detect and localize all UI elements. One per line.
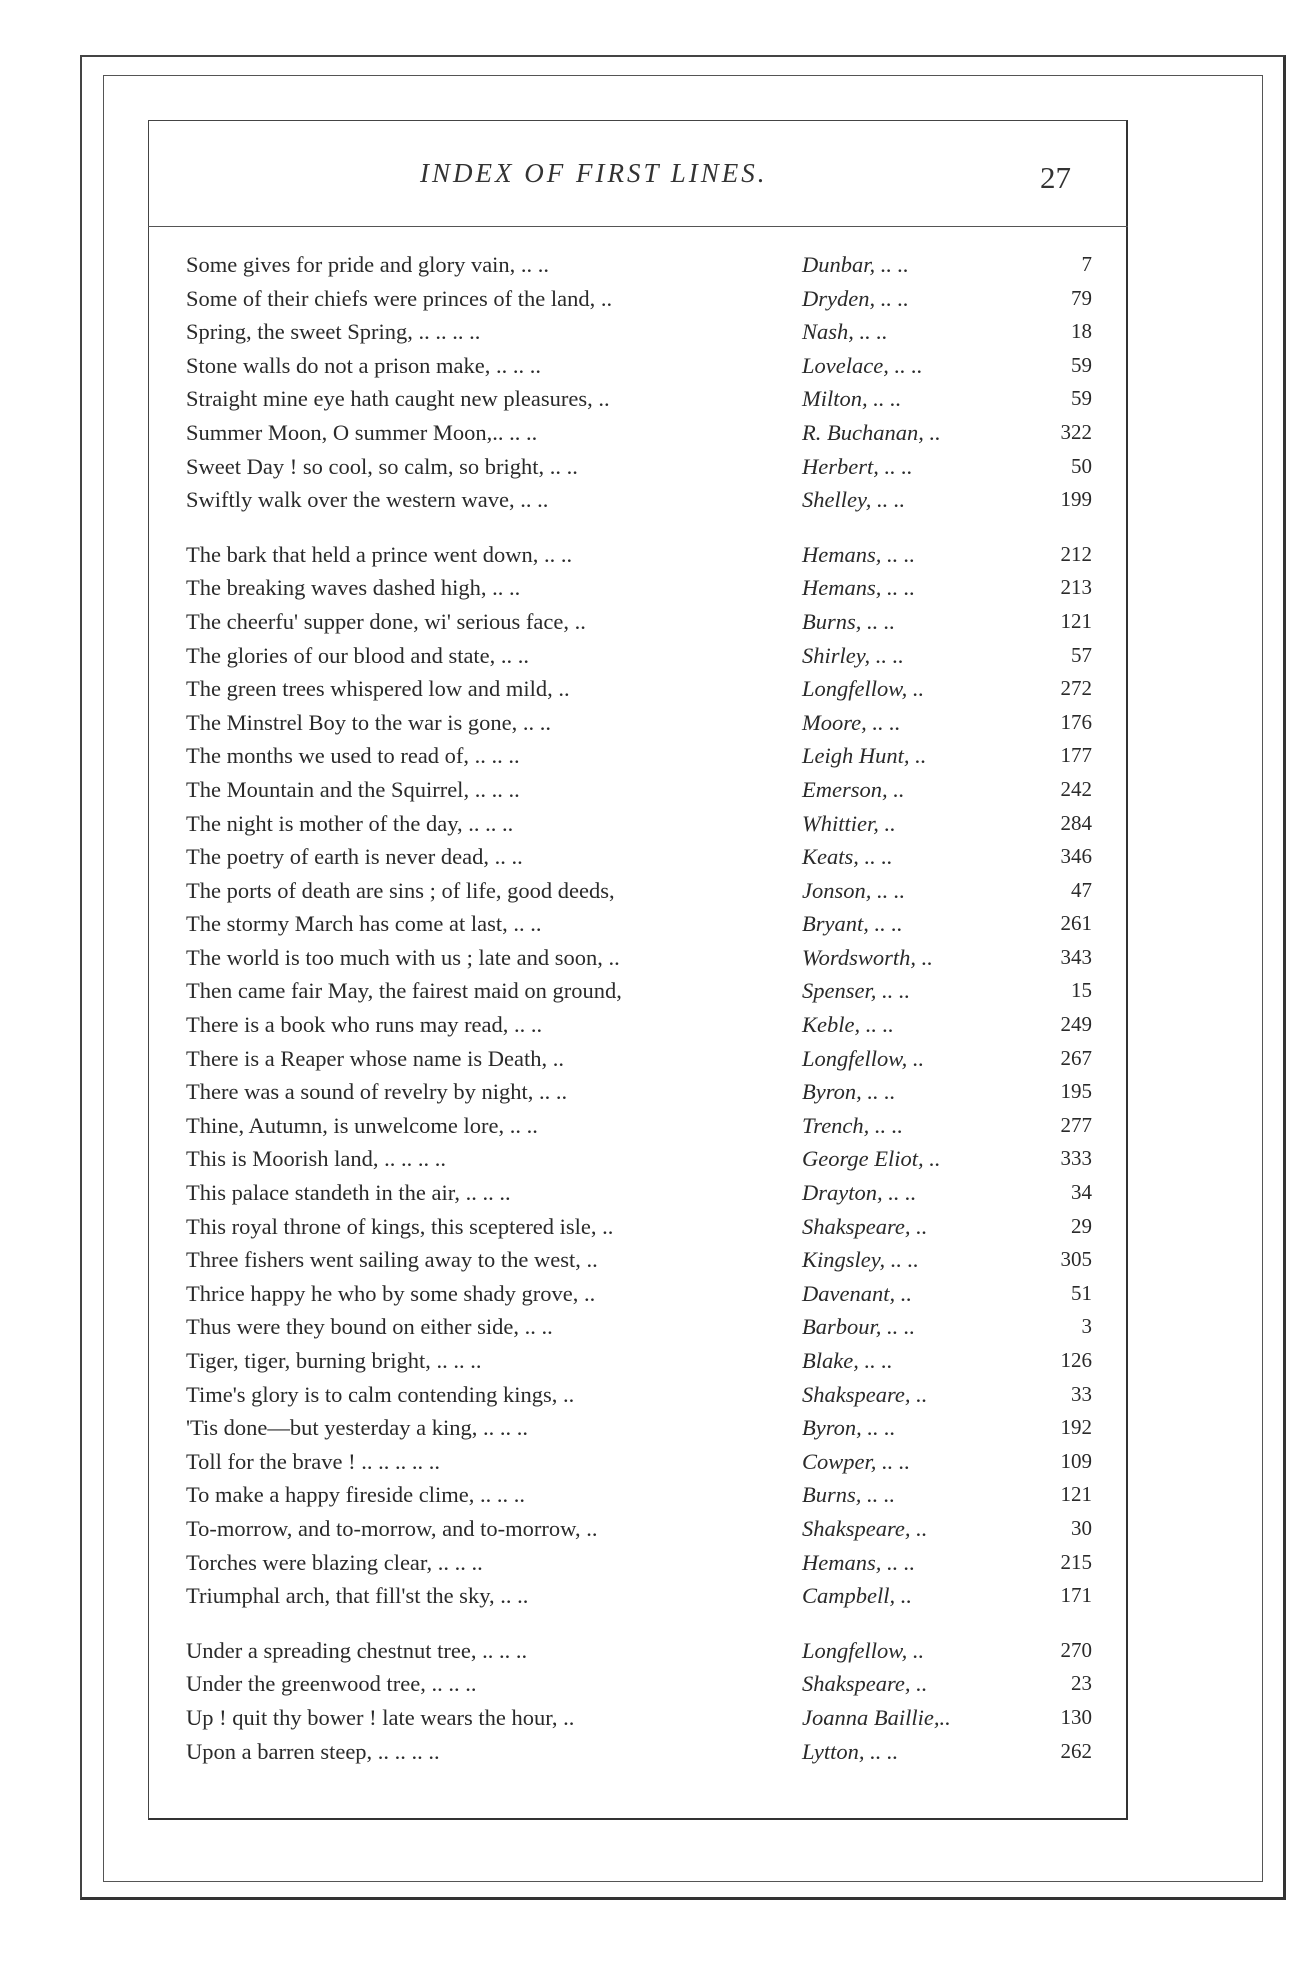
page-reference: 15	[1071, 978, 1092, 1003]
index-entry	[186, 840, 1092, 874]
index-entry	[186, 1243, 1092, 1277]
index-entry	[186, 349, 1092, 383]
page-reference: 18	[1071, 319, 1092, 344]
page-reference: 121	[1060, 608, 1092, 633]
page-reference: 267	[1060, 1045, 1092, 1070]
index-entry	[186, 1378, 1092, 1412]
page-reference: 7	[1081, 252, 1092, 276]
index-entry	[186, 1344, 1092, 1378]
first-line-text: Thus were they bound on either side, .. ..	[186, 1314, 553, 1340]
author-name: Keble, .. ..	[802, 1012, 894, 1038]
first-line-text: 'Tis done—but yesterday a king, .. .. ..	[186, 1415, 528, 1441]
first-line-text: The world is too much with us ; late and soon, ..	[186, 944, 620, 970]
index-entry	[186, 706, 1092, 740]
page-reference: 343	[1060, 944, 1092, 969]
author-name: Shakspeare, ..	[802, 1381, 928, 1407]
first-line-text: The glories of our blood and state, .. ..	[186, 642, 530, 668]
author-name: Whittier, ..	[802, 810, 896, 836]
author-name: Byron, .. ..	[802, 1079, 896, 1105]
author-name: Davenant, ..	[802, 1280, 912, 1306]
page-reference: 199	[1060, 487, 1092, 512]
first-line-text: Upon a barren steep, .. .. .. ..	[186, 1738, 440, 1764]
author-name: Kingsley, .. ..	[802, 1247, 919, 1273]
author-name: Shakspeare, ..	[802, 1671, 928, 1697]
author-name: Burns, .. ..	[802, 608, 896, 634]
index-entry	[186, 605, 1092, 639]
author-name: Blake, .. ..	[802, 1348, 893, 1373]
index-entry	[186, 1176, 1092, 1210]
first-line-text: Thine, Autumn, is unwelcome lore, .. ..	[186, 1112, 538, 1138]
page-reference: 212	[1060, 541, 1092, 566]
first-line-text: Up ! quit thy bower ! late wears the hour, ..	[186, 1704, 575, 1730]
first-line-text: The night is mother of the day, .. .. ..	[186, 810, 514, 836]
header-divider	[148, 226, 1128, 227]
first-line-text: To make a happy fireside clime, .. .. ..	[186, 1482, 525, 1508]
author-name: Byron, .. ..	[802, 1415, 896, 1441]
page-reference: 79	[1071, 285, 1092, 310]
author-name: Barbour, .. ..	[802, 1314, 916, 1340]
page-reference: 59	[1071, 386, 1092, 411]
page-reference: 270	[1060, 1637, 1092, 1662]
index-entry	[186, 315, 1092, 349]
page-reference: 47	[1071, 877, 1092, 902]
author-name: Shakspeare, ..	[802, 1213, 928, 1239]
author-name: Jonson, .. ..	[802, 877, 906, 903]
index-entry	[186, 1512, 1092, 1546]
first-line-text: The stormy March has come at last, .. ..	[186, 911, 542, 937]
first-line-text: This royal throne of kings, this sceptered isle, ..	[186, 1213, 614, 1239]
author-name: Dryden, .. ..	[802, 285, 909, 311]
index-entry	[186, 1579, 1092, 1613]
page-reference: 29	[1071, 1213, 1092, 1238]
page-reference: 305	[1060, 1247, 1092, 1272]
first-line-text: The breaking waves dashed high, .. ..	[186, 575, 521, 601]
page-title: INDEX OF FIRST LINES.	[420, 158, 768, 188]
index-entry	[186, 1109, 1092, 1143]
page-reference: 242	[1060, 776, 1092, 801]
first-line-text: Tiger, tiger, burning bright, .. .. ..	[186, 1348, 482, 1373]
index-entry	[186, 483, 1092, 517]
index-entry	[186, 739, 1092, 773]
author-name: Shirley, .. ..	[802, 642, 904, 668]
author-name: George Eliot, ..	[802, 1146, 941, 1172]
author-name: Spenser, .. ..	[802, 978, 911, 1004]
index-entry	[186, 1478, 1092, 1512]
section-spacer	[186, 1613, 1092, 1634]
first-line-text: The ports of death are sins ; of life, good deeds,	[186, 877, 615, 903]
page-reference: 33	[1071, 1381, 1092, 1406]
page-reference: 261	[1060, 911, 1092, 936]
first-line-text: There was a sound of revelry by night, .. ..	[186, 1079, 568, 1105]
first-line-text: Under the greenwood tree, .. .. ..	[186, 1671, 477, 1697]
page-reference: 249	[1060, 1012, 1092, 1037]
first-line-text: This palace standeth in the air, .. .. ..	[186, 1180, 511, 1206]
page-reference: 177	[1060, 743, 1092, 768]
author-name: Dunbar, .. ..	[802, 252, 909, 277]
author-name: Nash, .. ..	[802, 319, 888, 345]
page-reference: 176	[1060, 709, 1092, 734]
first-line-text: The bark that held a prince went down, .. ..	[186, 541, 573, 567]
index-entry	[186, 874, 1092, 908]
first-line-text: The cheerfu' supper done, wi' serious face, ..	[186, 608, 586, 634]
first-line-text: There is a Reaper whose name is Death, ..	[186, 1045, 564, 1071]
index-entry	[186, 1310, 1092, 1344]
index-entry	[186, 1142, 1092, 1176]
first-line-text: Thrice happy he who by some shady grove, ..	[186, 1280, 596, 1306]
index-entry	[186, 1277, 1092, 1311]
page-reference: 130	[1060, 1704, 1092, 1729]
first-line-text: The green trees whispered low and mild, ..	[186, 676, 570, 702]
page-reference: 346	[1060, 844, 1092, 869]
index-list	[186, 248, 1092, 1768]
page-reference: 272	[1060, 676, 1092, 701]
page-reference: 51	[1071, 1280, 1092, 1305]
page-reference: 59	[1071, 352, 1092, 377]
author-name: Longfellow, ..	[802, 676, 925, 702]
page-reference: 277	[1060, 1112, 1092, 1137]
page-reference: 322	[1060, 419, 1092, 444]
author-name: Lovelace, .. ..	[802, 352, 923, 378]
author-name: Longfellow, ..	[802, 1045, 925, 1071]
index-entry	[186, 639, 1092, 673]
first-line-text: The Mountain and the Squirrel, .. .. ..	[186, 776, 520, 802]
index-entry	[186, 1445, 1092, 1479]
first-line-text: Straight mine eye hath caught new pleasures, ..	[186, 386, 610, 412]
first-line-text: This is Moorish land, .. .. .. ..	[186, 1146, 447, 1172]
author-name: Hemans, .. ..	[802, 575, 916, 601]
index-entry	[186, 282, 1092, 316]
index-entry	[186, 907, 1092, 941]
first-line-text: Under a spreading chestnut tree, .. .. ..	[186, 1637, 528, 1663]
page-reference: 50	[1071, 453, 1092, 478]
author-name: Wordsworth, ..	[802, 944, 933, 970]
author-name: Hemans, .. ..	[802, 541, 916, 567]
page-reference: 121	[1060, 1482, 1092, 1507]
first-line-text: The months we used to read of, .. .. ..	[186, 743, 520, 769]
first-line-text: Swiftly walk over the western wave, .. ..	[186, 487, 549, 513]
index-entry	[186, 1735, 1092, 1769]
index-entry	[186, 941, 1092, 975]
page-reference: 109	[1060, 1448, 1092, 1473]
index-entry	[186, 416, 1092, 450]
first-line-text: The Minstrel Boy to the war is gone, .. ..	[186, 709, 551, 735]
index-entry	[186, 1210, 1092, 1244]
index-entry	[186, 1075, 1092, 1109]
index-entry	[186, 1042, 1092, 1076]
author-name: Bryant, .. ..	[802, 911, 903, 937]
page-reference: 171	[1060, 1583, 1092, 1608]
first-line-text: Time's glory is to calm contending kings, ..	[186, 1381, 575, 1407]
index-entry	[186, 672, 1092, 706]
author-name: Longfellow, ..	[802, 1637, 925, 1663]
author-name: R. Buchanan, ..	[802, 419, 941, 445]
index-entry	[186, 974, 1092, 1008]
index-entry	[186, 538, 1092, 572]
author-name: Burns, .. ..	[802, 1482, 896, 1508]
first-line-text: Stone walls do not a prison make, .. .. ..	[186, 352, 541, 378]
index-entry	[186, 807, 1092, 841]
index-entry	[186, 571, 1092, 605]
page-reference: 262	[1060, 1738, 1092, 1763]
page-number: 27	[1040, 160, 1071, 195]
author-name: Shelley, .. ..	[802, 487, 906, 513]
first-line-text: To-morrow, and to-morrow, and to-morrow, ..	[186, 1515, 598, 1541]
author-name: Lytton, .. ..	[802, 1738, 899, 1764]
first-line-text: Torches were blazing clear, .. .. ..	[186, 1549, 483, 1575]
page-reference: 195	[1060, 1079, 1092, 1104]
first-line-text: There is a book who runs may read, .. ..	[186, 1012, 543, 1038]
first-line-text: Three fishers went sailing away to the west, ..	[186, 1247, 598, 1273]
index-entry	[186, 248, 1092, 282]
index-entry	[186, 773, 1092, 807]
index-entry	[186, 1701, 1092, 1735]
page-reference: 30	[1071, 1515, 1092, 1540]
author-name: Milton, .. ..	[802, 386, 902, 412]
author-name: Cowper, .. ..	[802, 1448, 911, 1474]
index-entry	[186, 1008, 1092, 1042]
index-entry	[186, 1411, 1092, 1445]
first-line-text: The poetry of earth is never dead, .. ..	[186, 844, 523, 870]
author-name: Drayton, .. ..	[802, 1180, 917, 1206]
author-name: Herbert, .. ..	[802, 453, 913, 479]
page-reference: 213	[1060, 575, 1092, 600]
first-line-text: Sweet Day ! so cool, so calm, so bright, .. ..	[186, 453, 578, 479]
page-reference: 57	[1071, 642, 1092, 667]
page-reference: 333	[1060, 1146, 1092, 1171]
author-name: Moore, .. ..	[802, 709, 901, 735]
author-name: Keats, .. ..	[802, 844, 893, 870]
author-name: Shakspeare, ..	[802, 1515, 928, 1541]
page-reference: 284	[1060, 810, 1092, 835]
first-line-text: Spring, the sweet Spring, .. .. .. ..	[186, 319, 481, 345]
page-reference: 3	[1081, 1314, 1092, 1339]
first-line-text: Triumphal arch, that fill'st the sky, .. ..	[186, 1583, 529, 1609]
index-entry	[186, 1634, 1092, 1668]
page-reference: 23	[1071, 1671, 1092, 1696]
author-name: Campbell, ..	[802, 1583, 912, 1609]
author-name: Leigh Hunt, ..	[802, 743, 927, 769]
first-line-text: Summer Moon, O summer Moon,.. .. ..	[186, 419, 538, 445]
author-name: Hemans, .. ..	[802, 1549, 916, 1575]
page-reference: 34	[1071, 1180, 1092, 1205]
first-line-text: Some gives for pride and glory vain, .. ..	[186, 252, 550, 277]
page-reference: 192	[1060, 1415, 1092, 1440]
author-name: Emerson, ..	[802, 776, 905, 802]
section-spacer	[186, 517, 1092, 538]
page-reference: 126	[1060, 1348, 1092, 1372]
page-reference: 215	[1060, 1549, 1092, 1574]
author-name: Trench, .. ..	[802, 1112, 904, 1138]
first-line-text: Toll for the brave ! .. .. .. .. ..	[186, 1448, 440, 1474]
index-entry	[186, 450, 1092, 484]
first-line-text: Then came fair May, the fairest maid on ground,	[186, 978, 622, 1004]
author-name: Joanna Baillie,..	[802, 1704, 951, 1730]
index-entry	[186, 1667, 1092, 1701]
first-line-text: Some of their chiefs were princes of the land, ..	[186, 285, 613, 311]
index-entry	[186, 382, 1092, 416]
index-entry	[186, 1546, 1092, 1580]
